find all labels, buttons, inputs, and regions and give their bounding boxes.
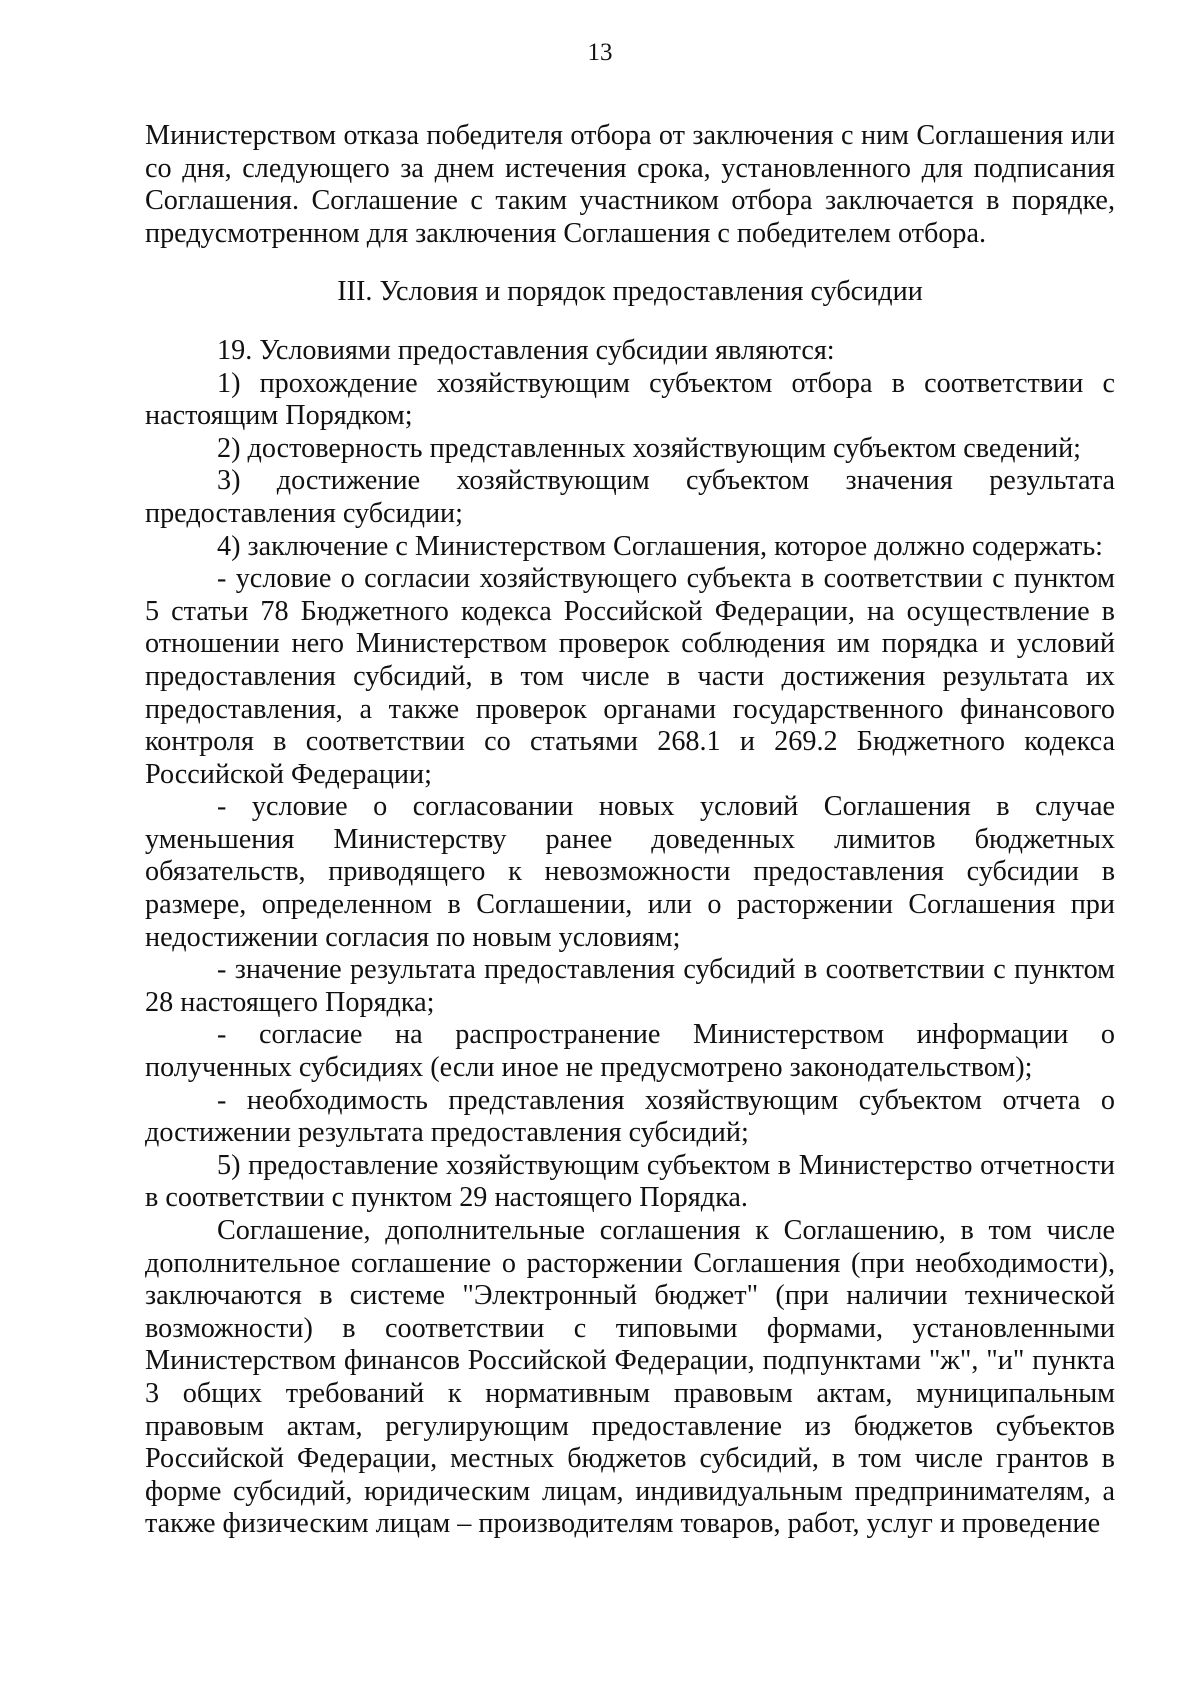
sub-item-report-requirement: - необходимость представления хозяйствующим субъектом отчета о достижении результата предоставления субсидий; xyxy=(145,1084,1115,1149)
sub-item-result-value: - значение результата предоставления субсидий в соответствии с пунктом 28 настоящего Порядка; xyxy=(145,954,1115,1018)
sub-item-new-conditions: - условие о согласовании новых условий Соглашения в случае уменьшения Министерству ранее доведенных лимитов бюджетных обязательств, приводящего к невозможности предоставления субсидии в размере, определенном в Соглашении, или о расторжении Соглашения при недостижении согласия по новым условиям; xyxy=(145,791,1115,953)
list-item-1: 1) прохождение хозяйствующим субъектом отбора в соответствии с настоящим Порядком; xyxy=(145,367,1115,432)
paragraph-agreement: Соглашение, дополнительные соглашения к Соглашению, в том числе дополнительное соглашение о расторжении Соглашения (при необходимости), заключаются в системе "Электронный бюджет" (при наличии технической возможности) в соответствии с типовыми формами, установленными Министерством финансов Российской Федерации, подпунктами "ж", "и" пункта 3 общих требований к нормативным правовым актам, муниципальным правовым актам, регулирующим предоставление из бюджетов субъектов Российской Федерации, местных бюджетов субсидий, в том числе грантов в форме субсидий, юридическим лицам, индивидуальным предпринимателям, а также физическим лицам – производителям товаров, работ, услуг и проведение xyxy=(145,1215,1115,1540)
sub-item-information-consent: - согласие на распространение Министерством информации о полученных субсидиях (если иное не предусмотрено законодательством); xyxy=(145,1019,1115,1084)
document-body xyxy=(145,120,1115,1541)
list-item-2: 2) достоверность представленных хозяйствующим субъектом сведений; xyxy=(217,432,1082,464)
list-item-3: 3) достижение хозяйствующим субъектом значения результата предоставления субсидии; xyxy=(145,465,1115,529)
page-number: 13 xyxy=(587,39,613,66)
paragraph-clause-19: 19. Условиями предоставления субсидии являются: xyxy=(217,334,835,366)
section-heading: III. Условия и порядок предоставления субсидии xyxy=(337,276,923,308)
paragraph-continuation: Министерством отказа победителя отбора от заключения с ним Соглашения или со дня, следующего за днем истечения срока, установленного для подписания Соглашения. Соглашение с таким участником отбора заключается в порядке, предусмотренном для заключения Соглашения с победителем отбора. xyxy=(145,120,1115,249)
list-item-4: 4) заключение с Министерством Соглашения, которое должно содержать: xyxy=(217,530,1104,562)
list-item-5: 5) предоставление хозяйствующим субъектом в Министерство отчетности в соответствии с пунктом 29 настоящего Порядка. xyxy=(145,1149,1115,1214)
sub-item-consent-inspection: - условие о согласии хозяйствующего субъекта в соответствии с пунктом 5 статьи 78 Бюджетного кодекса Российской Федерации, на осуществление в отношении него Министерством проверок соблюдения им порядка и условий предоставления субсидий, в том числе в части достижения результата их предоставления, а также проверок органами государственного финансового контроля в соответствии со статьями 268.1 и 269.2 Бюджетного кодекса Российской Федерации; xyxy=(145,563,1115,790)
